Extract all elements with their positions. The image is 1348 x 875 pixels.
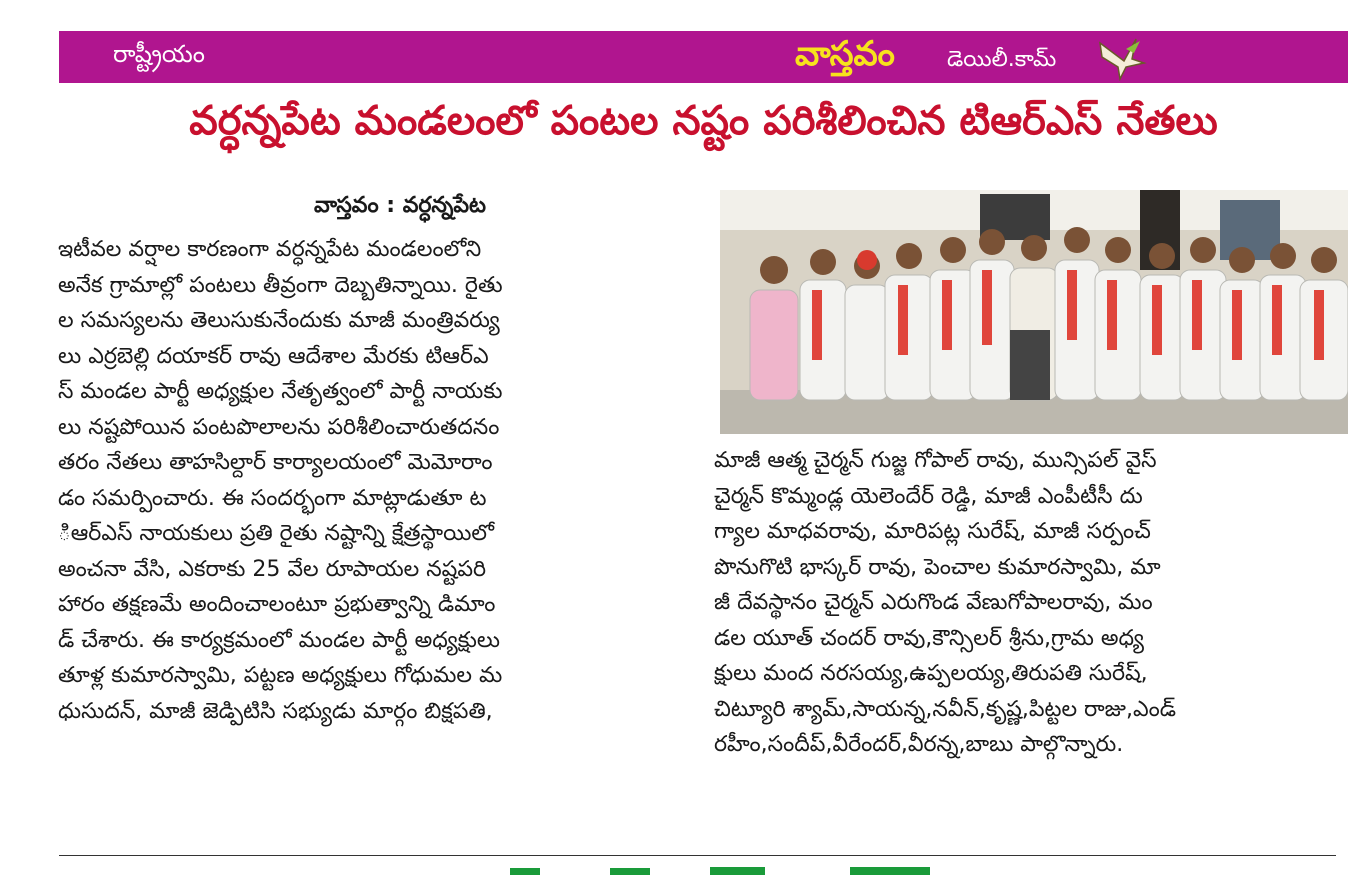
body-line: చైర్మన్ కొమ్మండ్ల యెలెందేర్ రెడ్డి, మాజీ ఎంపీటీసీ దు — [714, 483, 1143, 509]
body-line: తూళ్ల కుమారస్వామి, పట్టణ అధ్యక్షులు గోధుమల మ — [58, 663, 503, 688]
body-line: డం సమర్పించారు. ఈ సందర్భంగా మాట్లాడుతూ ట — [58, 485, 487, 511]
body-line: హారం తక్షణమే అందించాలంటూ ప్రభుత్వాన్ని డిమాం — [58, 592, 496, 617]
body-line: మాజీ ఆత్మ చైర్మన్ గుజ్జ గోపాల్ రావు, మున్సిపల్ వైస్ — [714, 448, 1157, 473]
bird-logo-icon — [1096, 35, 1148, 81]
section-label: రాష్ట్రీయం — [113, 40, 205, 68]
body-line: గ్యాల మాధవరావు, మారిపట్ల సురేష్, మాజీ సర్పంచ్ — [714, 519, 1151, 544]
bottom-divider — [59, 855, 1336, 856]
body-line: ల సమస్యలను తెలుసుకునేందుకు మాజీ మంత్రివర్యు — [58, 308, 500, 333]
body-line: డల యూత్ చందర్ రావు,కౌన్సిలర్ శ్రీను,గ్రామ అధ్య — [714, 625, 1144, 651]
next-headline-fragment — [510, 864, 950, 875]
body-line: తరం నేతలు తాహసిల్దార్ కార్యాలయంలో మెమోరాం — [58, 450, 493, 475]
article-headline: వర్ధన్నపేట మండలంలో పంటల నష్టం పరిశీలించిన టిఆర్ఎస్ నేతలు — [189, 98, 1218, 144]
body-line: అంచనా వేసి, ఎకరాకు 25 వేల రూపాయల నష్టపరి — [58, 556, 487, 582]
body-line: పొనుగొటి భాస్కర్ రావు, పెంచాల కుమారస్వామి, మా — [714, 554, 1161, 580]
body-line: లు ఎర్రబెల్లి దయాకర్ రావు ఆదేశాల మేరకు టిఆర్ఎ — [58, 343, 489, 369]
body-line: ధుసుదన్, మాజీ జెడ్పిటిసి సభ్యుడు మార్గం బిక్షపతి, — [58, 698, 493, 724]
brand-name: వాస్తవం — [795, 34, 895, 74]
body-line: ఇటీవల వర్షాల కారణంగా వర్ధన్నపేట మండలంలోని — [58, 237, 482, 262]
dateline: వాస్తవం : వర్ధన్నపేట — [313, 193, 487, 218]
body-line: క్షులు మంద నరసయ్య,ఉప్పలయ్య,తిరుపతి సురేష్, — [714, 661, 1148, 686]
section-header-bar — [59, 31, 1348, 83]
body-line: లు నష్టపోయిన పంటపొలాలను పరిశీలించారుతదనం — [58, 414, 500, 440]
brand-domain: డెయిలీ.కామ్ — [947, 47, 1057, 72]
body-line: జీ దేవస్థానం చైర్మన్ ఎరుగొండ వేణుగోపాలరావు, మం — [714, 590, 1153, 615]
article-body-right-column — [714, 443, 1344, 763]
body-line: స్ మండల పార్టీ అధ్యక్షుల నేతృత్వంలో పార్టీ నాయకు — [58, 379, 503, 404]
body-line: డ్ చేశారు. ఈ కార్యక్రమంలో మండల పార్టీ అధ్యక్షులు — [58, 627, 501, 653]
news-photo — [720, 190, 1348, 434]
body-line: ిఆర్ఎస్ నాయకులు ప్రతి రైతు నష్టాన్ని క్షేత్రస్థాయిలో — [58, 521, 495, 546]
body-line: రహీం,సందీప్,వీరేందర్,వీరన్న,బాబు పాల్గొన్నారు. — [714, 732, 1124, 757]
article-body-left-column — [58, 232, 698, 729]
body-line: అనేక గ్రామాల్లో పంటలు తీవ్రంగా దెబ్బతిన్నాయి. రైతు — [58, 272, 503, 298]
body-line: చిట్యూరి శ్యామ్,సాయన్న,నవీన్,కృష్ణ,పిట్టల రాజు,ఎండ్ — [714, 696, 1177, 722]
